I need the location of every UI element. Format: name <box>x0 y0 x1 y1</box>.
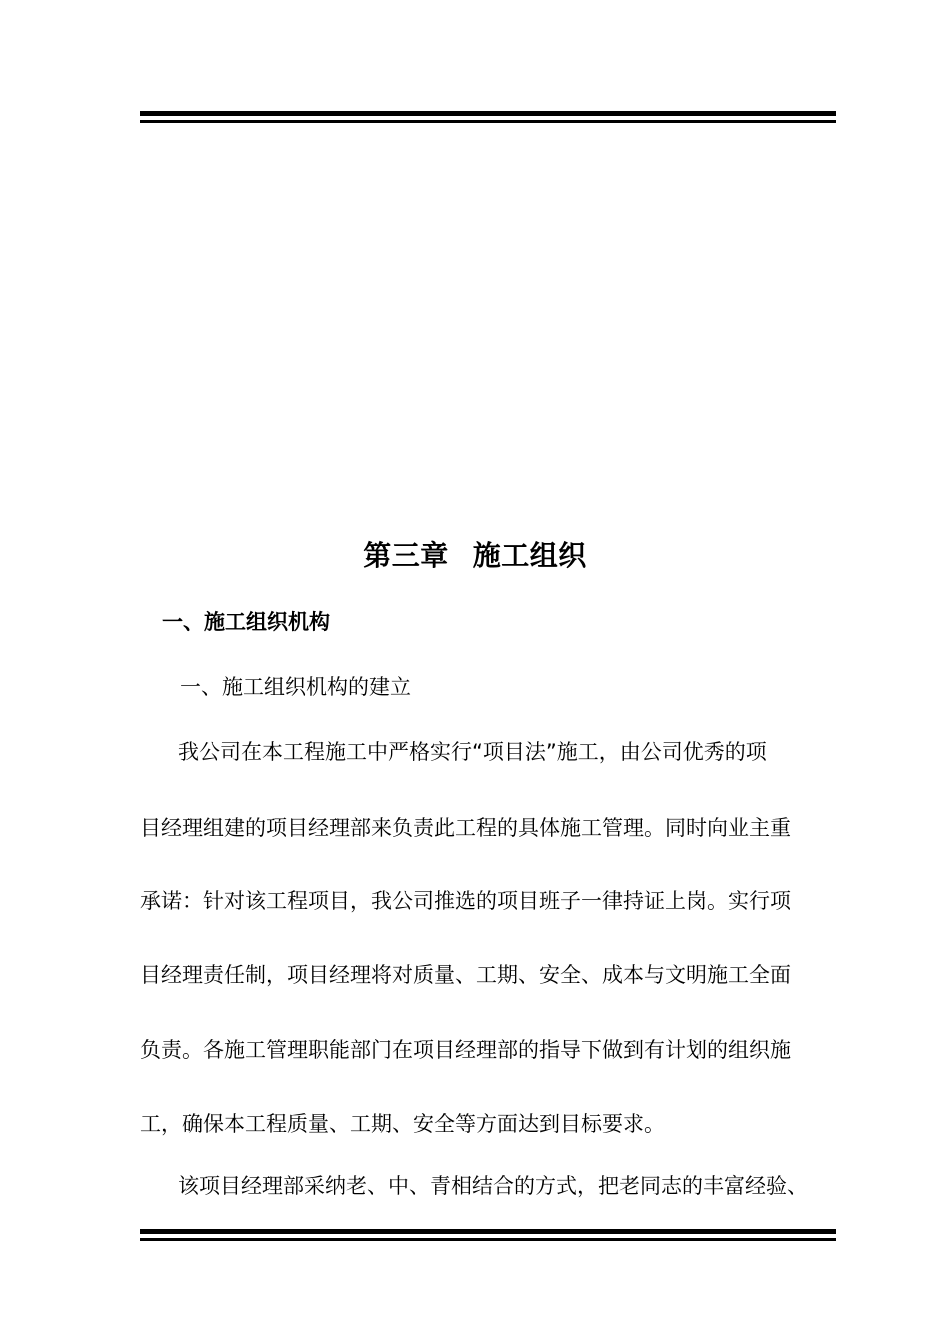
paragraph-line: 承诺：针对该工程项目，我公司推选的项目班子一律持证上岗。实行项 <box>140 889 791 913</box>
paragraph-line: 目经理责任制，项目经理将对质量、工期、安全、成本与文明施工全面 <box>140 963 791 987</box>
paragraph-line: 工，确保本工程质量、工期、安全等方面达到目标要求。 <box>140 1112 665 1136</box>
section-heading: 一、施工组织机构 <box>162 610 330 634</box>
paragraph-line: 负责。各施工管理职能部门在项目经理部的指导下做到有计划的组织施 <box>140 1038 791 1062</box>
paragraph-line: 该项目经理部采纳老、中、青相结合的方式，把老同志的丰富经验、 <box>178 1174 808 1198</box>
paragraph-line: 我公司在本工程施工中严格实行“项目法”施工，由公司优秀的项 <box>178 740 767 764</box>
chapter-title <box>0 534 950 578</box>
footer-double-rule <box>140 1229 836 1241</box>
chapter-name: 施工组织 <box>472 539 587 572</box>
paragraph-line: 目经理组建的项目经理部来负责此工程的具体施工管理。同时向业主重 <box>140 816 791 840</box>
chapter-number: 第三章 <box>363 539 449 572</box>
header-double-rule <box>140 111 836 123</box>
subsection-heading: 一、施工组织机构的建立 <box>180 675 411 699</box>
